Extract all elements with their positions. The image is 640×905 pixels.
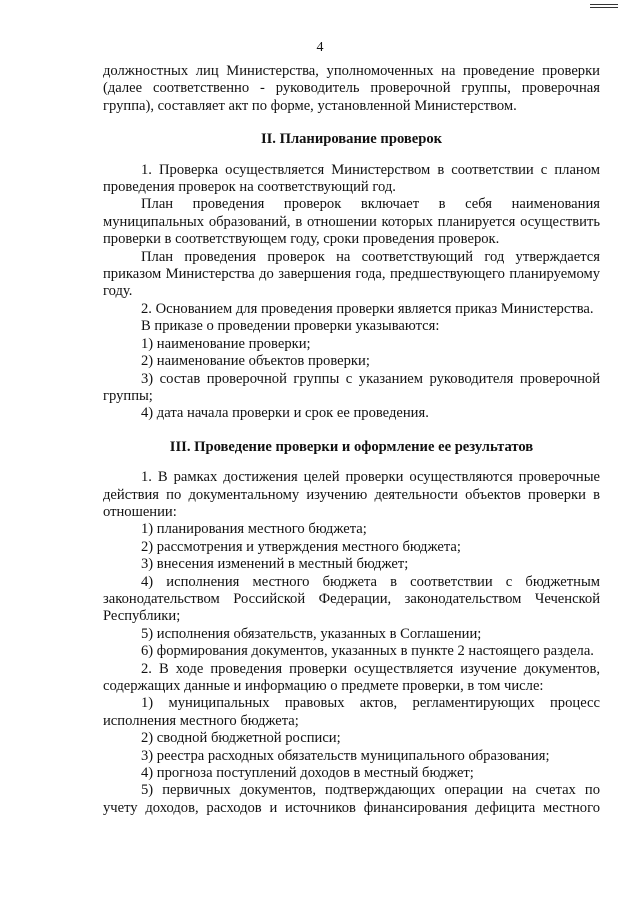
list-item: 3) реестра расходных обязательств муниципального образования; [141,747,550,764]
list-item: 5) первичных документов, подтверждающих операции на счетах по учету доходов, расходов и источников финансирования дефицита местного [103,782,600,816]
section-heading-2: II. Планирование проверок [260,131,443,148]
paragraph: План проведения проверок включает в себя наименования муниципальных образований, в отношении которых планируется осуществить проверки в соответствующем году, сроки проведения проверок. [103,196,600,248]
list-item: 1) планирования местного бюджета; [141,521,367,538]
list-item: 4) дата начала проверки и срок ее проведения. [141,405,429,422]
paragraph: План проведения проверок на соответствующий год утверждается приказом Министерства до завершения года, предшествующего планируемому году. [103,248,600,300]
list-item: 6) формирования документов, указанных в пункте 2 настоящего раздела. [141,643,594,660]
list-item: 1) наименование проверки; [141,335,311,352]
document-body [103,63,600,817]
page-number: 4 [316,40,324,55]
list-item: 3) состав проверочной группы с указанием руководителя проверочной группы; [103,370,600,404]
paragraph: 2. Основанием для проведения проверки является приказ Министерства. [141,300,594,317]
list-item: 2) сводной бюджетной росписи; [141,730,341,747]
list-item: 5) исполнения обязательств, указанных в Соглашении; [141,625,482,642]
list-item: 2) наименование объектов проверки; [141,353,370,370]
paragraph: 1. Проверка осуществляется Министерством в соответствии с планом проведения проверок на соответствующий год. [103,161,600,196]
paragraph: В приказе о проведении проверки указываются: [141,318,440,335]
scan-mark [590,4,618,8]
list-item: 3) внесения изменений в местный бюджет; [141,556,409,573]
paragraph: 2. В ходе проведения проверки осуществляется изучение документов, содержащих данные и информацию о предмете проверки, в том числе: [103,660,600,694]
list-item: 2) рассмотрения и утверждения местного бюджета; [141,538,461,555]
paragraph-continuation: должностных лиц Министерства, уполномоченных на проведение проверки (далее соответственно - руководитель проверочной группы, проверочная группа), составляет акт по форме, установленной Министерством. [103,63,600,114]
list-item: 4) исполнения местного бюджета в соответствии с бюджетным законодательством Российской Федерации, законодательством Чеченской Республики; [103,573,600,625]
list-item: 4) прогноза поступлений доходов в местный бюджет; [141,765,474,782]
section-heading-3: III. Проведение проверки и оформление ее результатов [169,438,534,455]
paragraph: 1. В рамках достижения целей проверки осуществляются проверочные действия по документальному изучению деятельности объектов проверки в отношении: [103,469,600,520]
list-item: 1) муниципальных правовых актов, регламентирующих процесс исполнения местного бюджета; [103,695,600,729]
